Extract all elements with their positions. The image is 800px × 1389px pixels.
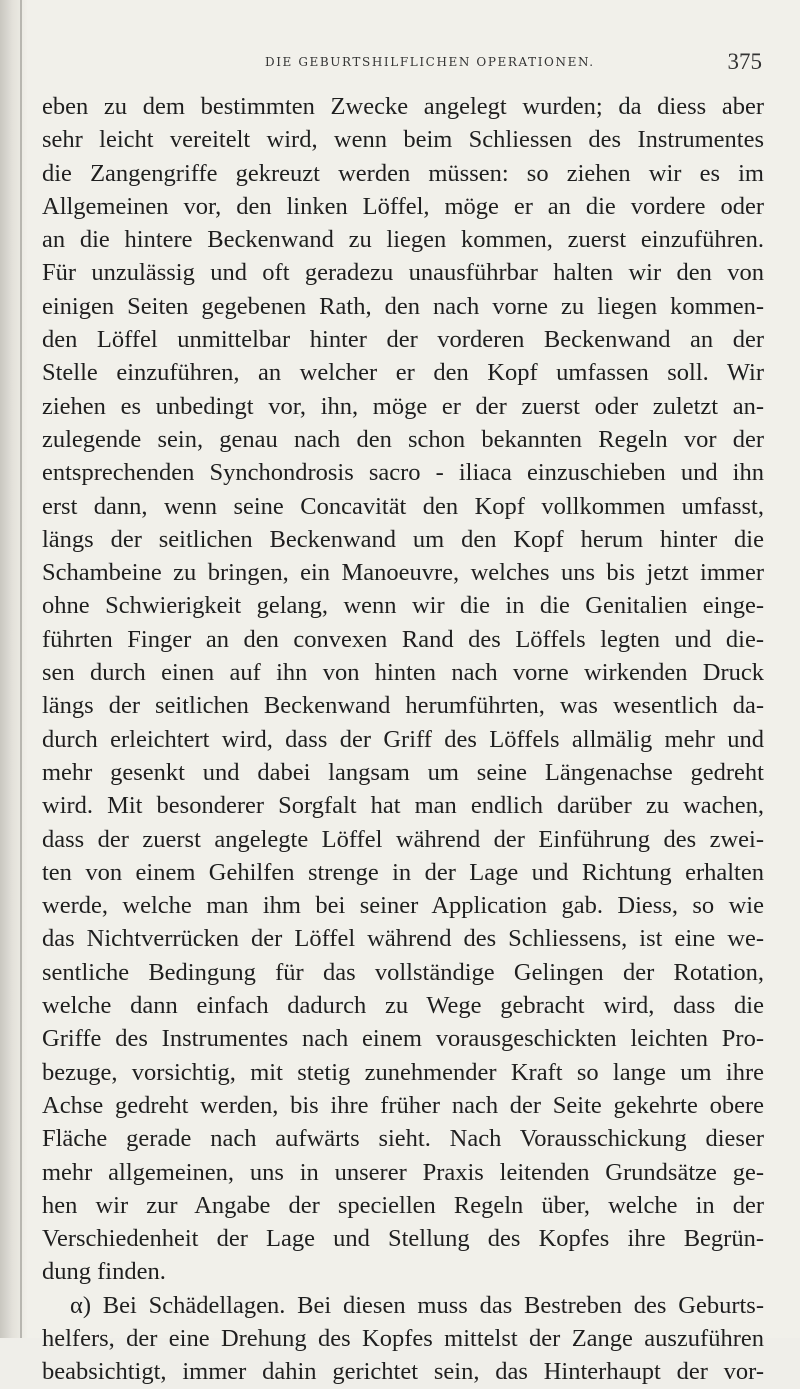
text-line: helfers, der eine Drehung des Kopfes mittelst der Zange auszuführen	[42, 1324, 764, 1352]
text-line: beabsichtigt, immer dahin gerichtet sein, das Hinterhaupt der vor-	[42, 1358, 764, 1386]
text-line: das Nichtverrücken der Löffel während des Schliessens, ist eine we-	[42, 925, 764, 953]
text-line: Für unzulässig und oft geradezu unausführbar halten wir den von	[42, 259, 764, 287]
text-line: den Löffel unmittelbar hinter der vorderen Beckenwand an der	[42, 326, 764, 354]
text-line: einigen Seiten gegebenen Rath, den nach vorne zu liegen kommen-	[42, 292, 764, 320]
text-line: Fläche gerade nach aufwärts sieht. Nach Vorausschickung dieser	[42, 1125, 764, 1153]
text-line: Verschiedenheit der Lage und Stellung des Kopfes ihre Begrün-	[42, 1225, 764, 1253]
text-line: erst dann, wenn seine Concavität den Kopf vollkommen umfasst,	[42, 492, 764, 520]
text-line: längs der seitlichen Beckenwand herumführten, was wesentlich da-	[42, 692, 764, 720]
text-line: mehr allgemeinen, uns in unserer Praxis leitenden Grundsätze ge-	[42, 1158, 764, 1186]
text-line: entsprechenden Synchondrosis sacro - iliaca einzuschieben und ihn	[42, 459, 764, 487]
text-line: werde, welche man ihm bei seiner Application gab. Diess, so wie	[42, 892, 764, 920]
text-line: führten Finger an den convexen Rand des Löffels legten und die-	[42, 625, 764, 653]
text-line: sentliche Bedingung für das vollständige Gelingen der Rotation,	[42, 958, 764, 986]
binding-edge-line	[20, 0, 22, 1338]
text-line: eben zu dem bestimmten Zwecke angelegt wurden; da diess aber	[42, 93, 764, 120]
page-binding-gutter	[0, 0, 28, 1338]
text-line: hen wir zur Angabe der speciellen Regeln über, welche in der	[42, 1191, 764, 1219]
text-line: durch erleichtert wird, dass der Griff des Löffels allmälig mehr und	[42, 725, 764, 753]
text-line: die Zangengriffe gekreuzt werden müssen: so ziehen wir es im	[42, 159, 764, 187]
running-head: DIE GEBURTSHILFLICHEN OPERATIONEN.	[265, 55, 595, 69]
text-line: welche dann einfach dadurch zu Wege gebracht wird, dass die	[42, 992, 764, 1020]
text-line: Achse gedreht werden, bis ihre früher nach der Seite gekehrte obere	[42, 1091, 764, 1119]
text-line: wird. Mit besonderer Sorgfalt hat man endlich darüber zu wachen,	[42, 792, 764, 820]
page-header	[0, 49, 800, 85]
text-line: an die hintere Beckenwand zu liegen kommen, zuerst einzuführen.	[42, 226, 764, 254]
text-line: Allgemeinen vor, den linken Löffel, möge er an die vordere oder	[42, 192, 764, 220]
text-line: Schambeine zu bringen, ein Manoeuvre, welches uns bis jetzt immer	[42, 559, 764, 587]
text-line: ten von einem Gehilfen strenge in der Lage und Richtung erhalten	[42, 858, 764, 886]
page-number: 375	[727, 49, 762, 74]
text-line: mehr gesenkt und dabei langsam um seine Längenachse gedreht	[42, 758, 764, 786]
text-line: Griffe des Instrumentes nach einem vorausgeschickten leichten Pro-	[42, 1025, 764, 1053]
text-line: zulegende sein, genau nach den schon bekannten Regeln vor der	[42, 425, 764, 453]
body-text	[42, 90, 764, 1389]
text-line: ohne Schwierigkeit gelang, wenn wir die in die Genitalien einge-	[42, 592, 764, 620]
text-line: längs der seitlichen Beckenwand um den Kopf herum hinter die	[42, 525, 764, 553]
section-heading-line: α) Bei Schädellagen. Bei diesen muss das Bestreben des Geburts-	[70, 1291, 764, 1319]
text-line: ziehen es unbedingt vor, ihn, möge er der zuerst oder zuletzt an-	[42, 392, 764, 420]
text-line: bezuge, vorsichtig, mit stetig zunehmender Kraft so lange um ihre	[42, 1058, 764, 1086]
text-line: sehr leicht vereitelt wird, wenn beim Schliessen des Instrumentes	[42, 126, 764, 154]
text-line: dass der zuerst angelegte Löffel während der Einführung des zwei-	[42, 825, 764, 853]
text-line: sen durch einen auf ihn von hinten nach vorne wirkenden Druck	[42, 659, 764, 687]
text-line: Stelle einzuführen, an welcher er den Kopf umfassen soll. Wir	[42, 359, 764, 387]
paragraph-end-line: dung finden.	[42, 1258, 166, 1286]
